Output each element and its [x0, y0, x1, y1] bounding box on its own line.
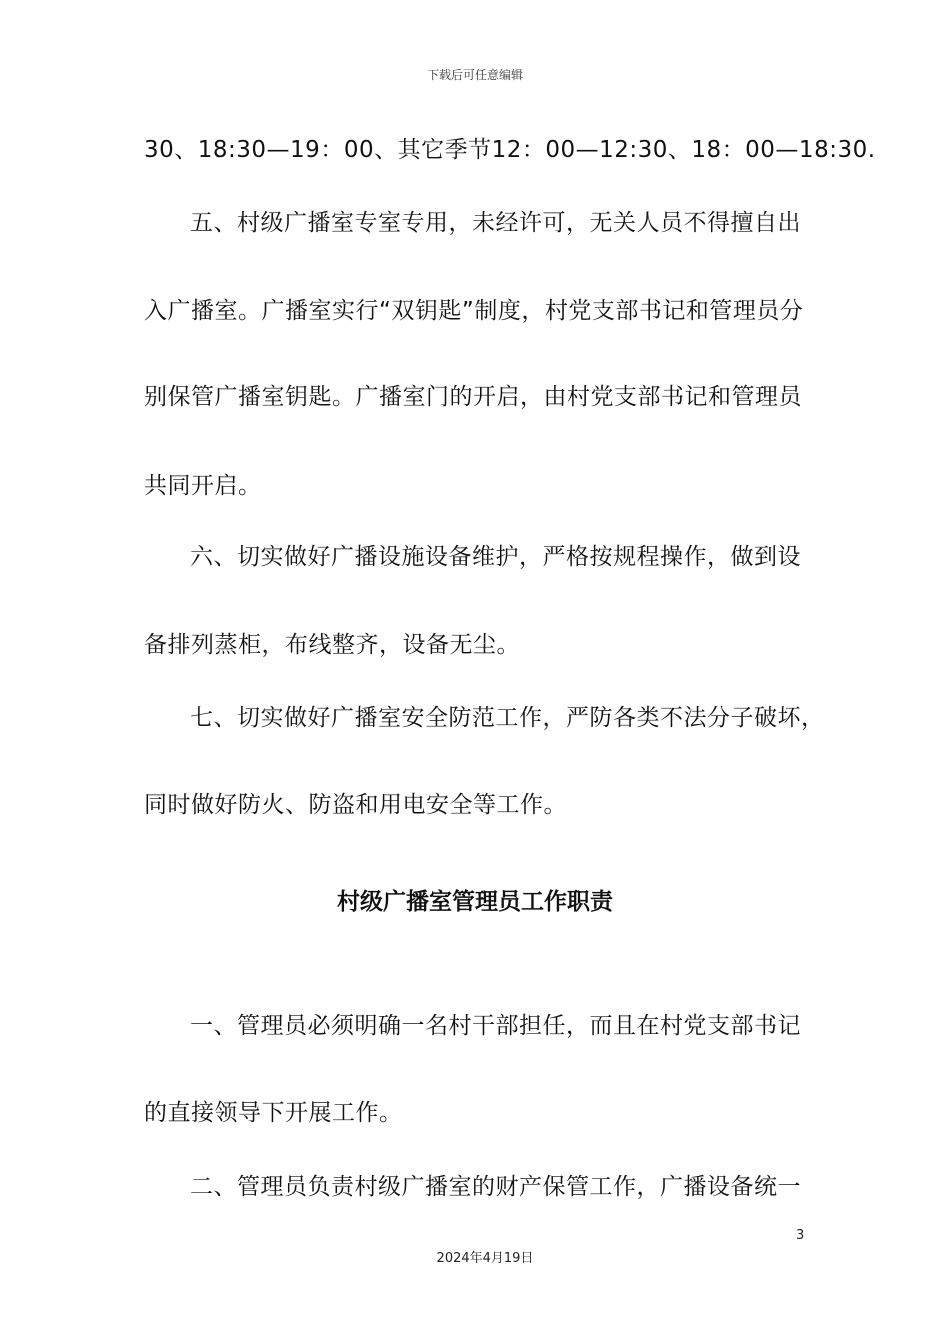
footer-date: 2024年4月19日 [436, 1251, 534, 1266]
section-title: 村级广播室管理员工作职责 [337, 889, 613, 915]
body-line: 六、切实做好广播设施设备维护，严格按规程操作，做到设 [190, 544, 801, 570]
body-line: 一、管理员必须明确一名村干部担任，而且在村党支部书记 [190, 1013, 801, 1039]
body-line: 五、村级广播室专室专用，未经许可，无关人员不得擅自出 [190, 210, 801, 236]
body-line: 30、18:30—19：00、其它季节12：00—12:30、18：00—18:30. [144, 137, 876, 163]
body-line: 的直接领导下开展工作。 [144, 1100, 403, 1126]
page-header: 下载后可任意编辑 [426, 68, 523, 82]
body-line: 二、管理员负责村级广播室的财产保管工作，广播设备统一 [190, 1174, 801, 1200]
body-line: 备排列蒸柜，布线整齐，设备无尘。 [144, 632, 520, 658]
body-line: 入广播室。广播室实行“双钥匙”制度，村党支部书记和管理员分 [144, 298, 804, 324]
body-line: 同时做好防火、防盗和用电安全等工作。 [144, 792, 567, 818]
body-line: 共同开启。 [144, 473, 262, 499]
body-line: 七、切实做好广播室安全防范工作，严防各类不法分子破坏， [190, 705, 825, 731]
page-number: 3 [796, 1228, 805, 1243]
body-line: 别保管广播室钥匙。广播室门的开启，由村党支部书记和管理员 [144, 384, 802, 410]
